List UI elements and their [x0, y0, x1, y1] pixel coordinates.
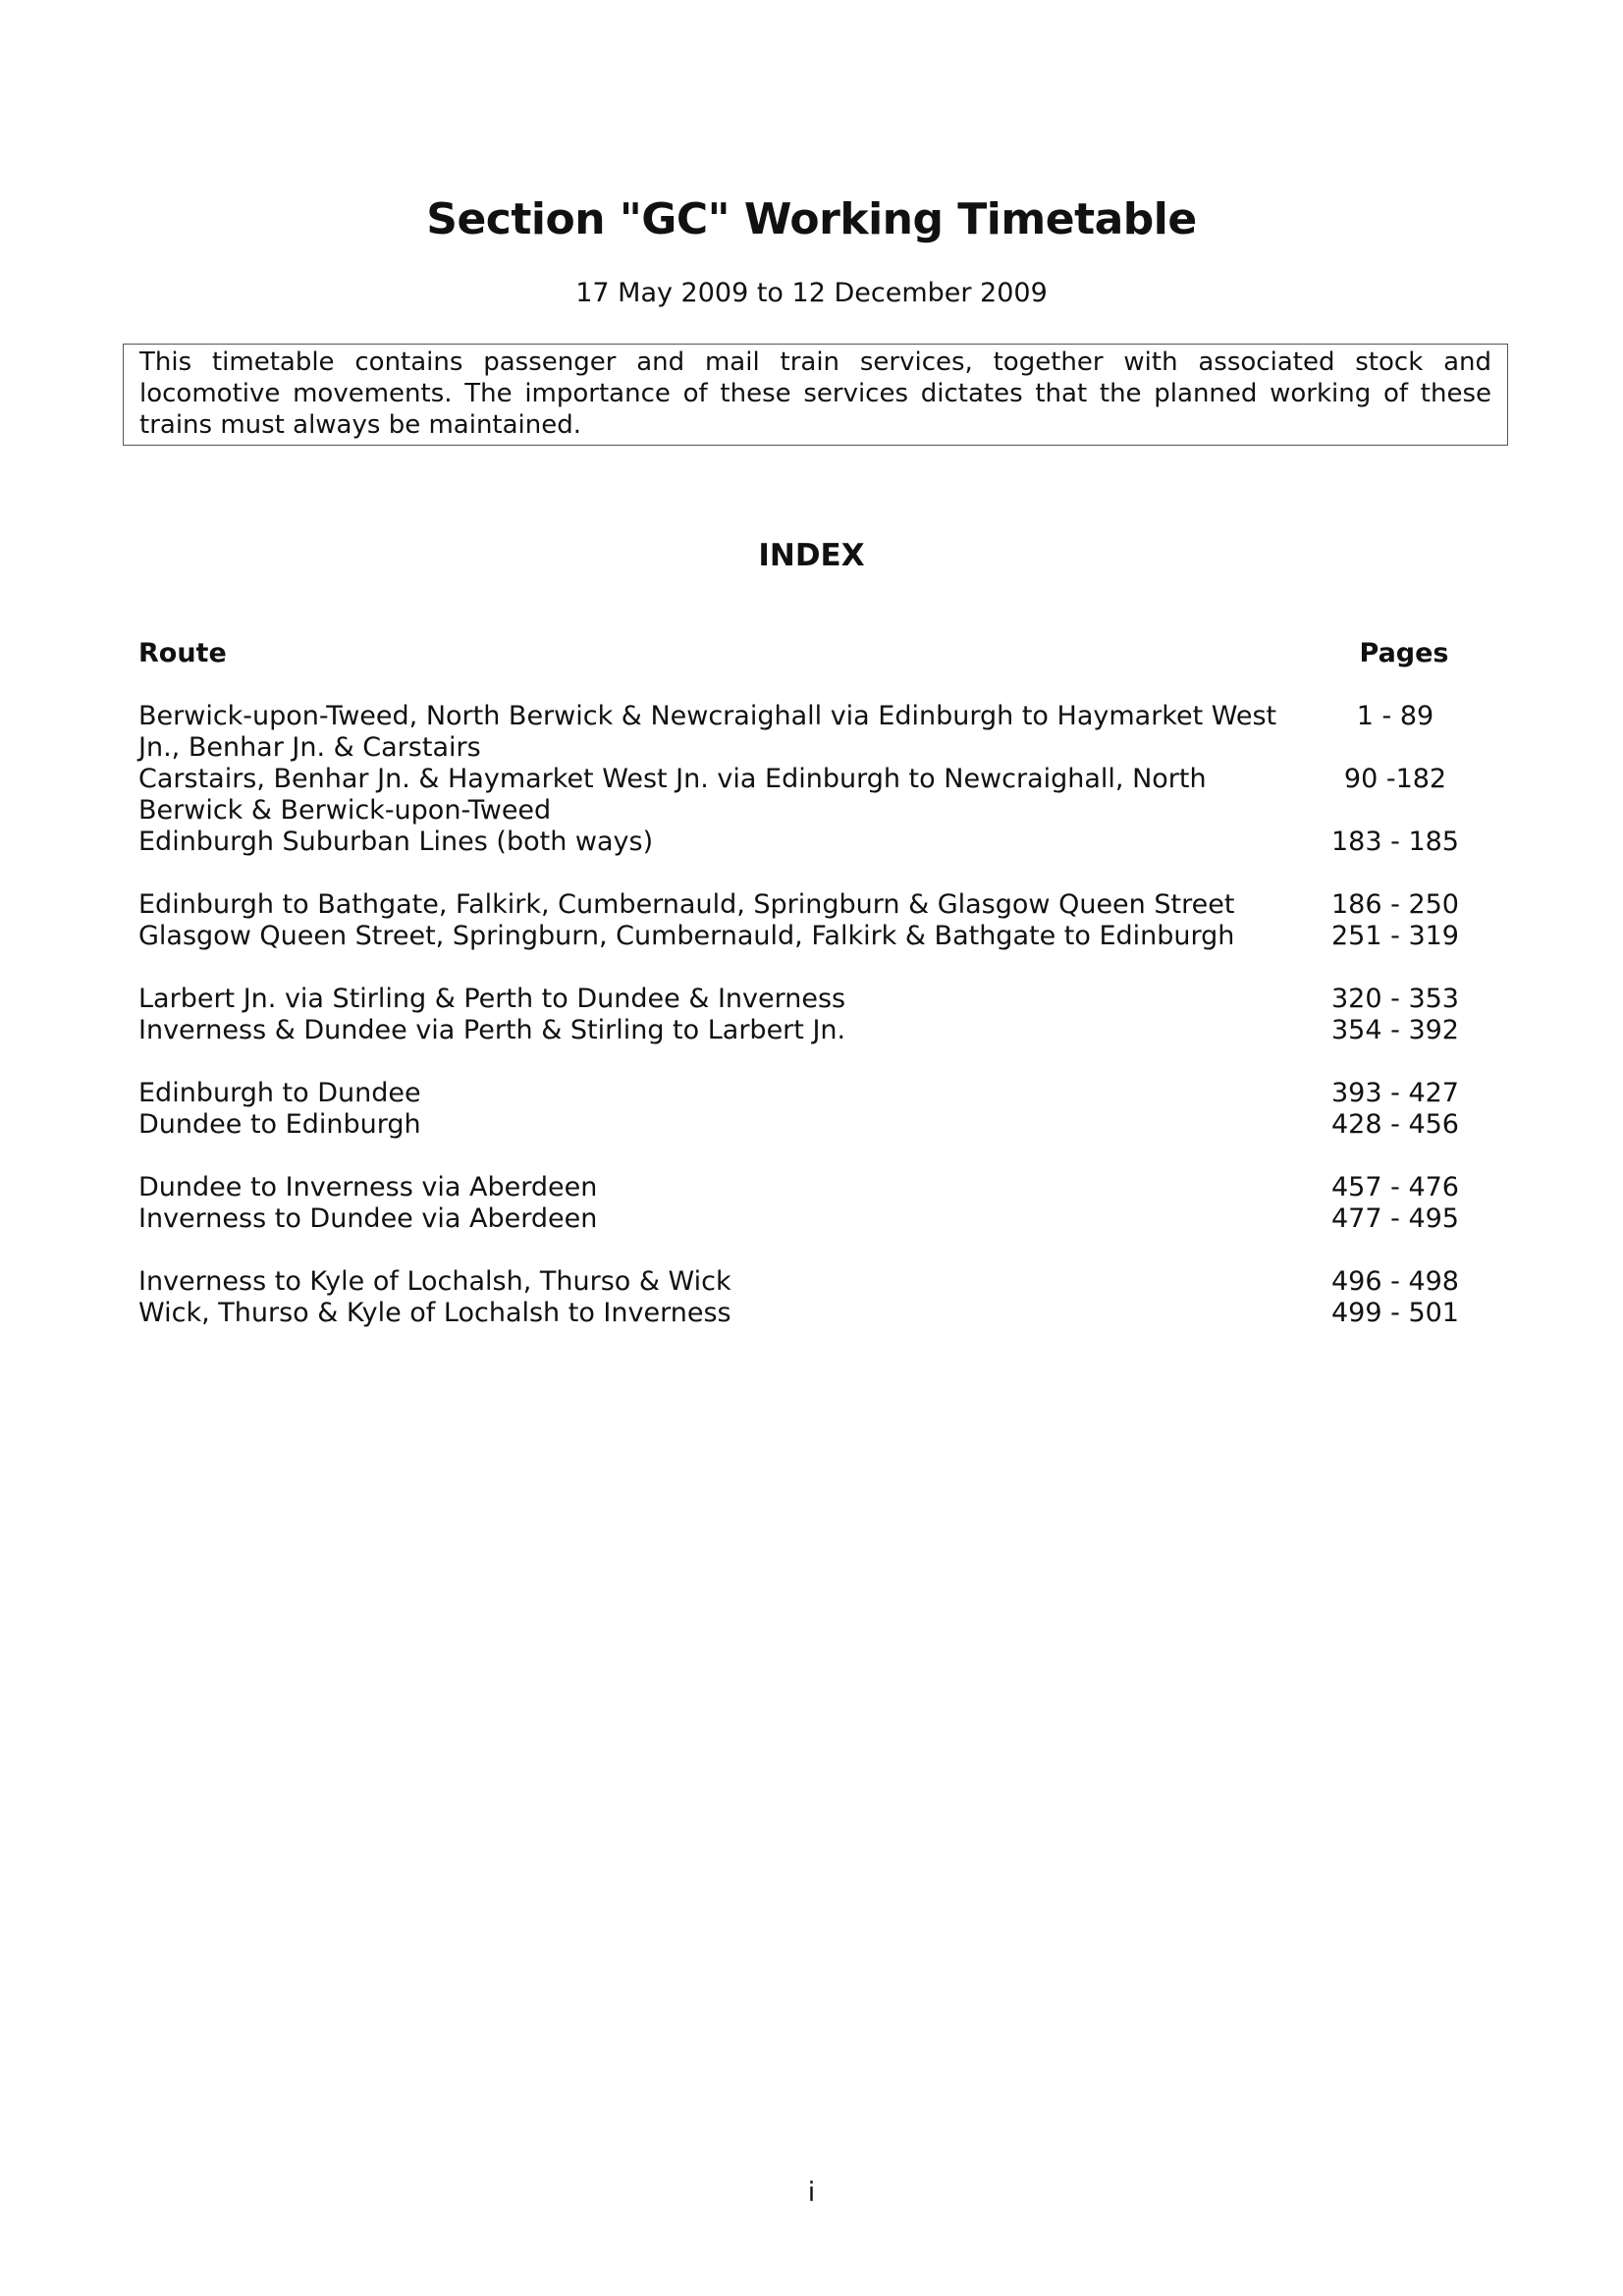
index-row [138, 1203, 1493, 1235]
page-range: 1 - 89 [1356, 701, 1434, 731]
page-range: 251 - 319 [1331, 921, 1459, 951]
index-row [138, 1015, 1493, 1046]
route-name: Dundee to Edinburgh [138, 1109, 421, 1140]
index-row [138, 1078, 1493, 1109]
index-row [138, 701, 1493, 764]
index-row [138, 1109, 1493, 1141]
route-name: Larbert Jn. via Stirling & Perth to Dundee & Inverness [138, 984, 846, 1014]
route-name: Inverness to Kyle of Lochalsh, Thurso & Wick [138, 1266, 731, 1297]
page-range: 496 - 498 [1331, 1266, 1459, 1297]
index-group [138, 889, 1493, 952]
page-range: 393 - 427 [1331, 1078, 1459, 1108]
route-name: Edinburgh Suburban Lines (both ways) [138, 827, 654, 857]
index-group [138, 1172, 1493, 1235]
page-range: 90 -182 [1343, 764, 1447, 794]
index-group [138, 1078, 1493, 1141]
index-row [138, 1172, 1493, 1203]
route-column-header: Route [138, 638, 227, 668]
page-range: 320 - 353 [1331, 984, 1459, 1014]
index-list [138, 701, 1493, 1361]
page-range: 499 - 501 [1331, 1298, 1459, 1328]
timetable-notice: This timetable contains passenger and mail train services, together with associated stock and locomotive movements. The importance of these services dictates that the planned working of these trains must always be maintained. [123, 344, 1508, 446]
page-range: 477 - 495 [1331, 1203, 1459, 1234]
page-range: 186 - 250 [1331, 889, 1459, 920]
index-row [138, 889, 1493, 921]
index-row [138, 1298, 1493, 1329]
index-row [138, 1266, 1493, 1298]
index-group [138, 984, 1493, 1046]
index-row [138, 921, 1493, 952]
date-range: 17 May 2009 to 12 December 2009 [575, 278, 1048, 308]
page-range: 354 - 392 [1331, 1015, 1459, 1045]
page-range: 428 - 456 [1331, 1109, 1459, 1140]
route-name: Berwick-upon-Tweed, North Berwick & Newcraighall via Edinburgh to Haymarket West Jn., Benhar Jn. & Carstairs [138, 701, 1277, 763]
index-heading: INDEX [758, 538, 865, 573]
route-name: Inverness to Dundee via Aberdeen [138, 1203, 598, 1234]
page-number: i [807, 2177, 816, 2208]
route-name: Glasgow Queen Street, Springburn, Cumbernauld, Falkirk & Bathgate to Edinburgh [138, 921, 1235, 951]
index-row [138, 764, 1493, 827]
page-title: Section "GC" Working Timetable [426, 194, 1197, 244]
page-range: 183 - 185 [1331, 827, 1459, 857]
index-row [138, 984, 1493, 1015]
route-name: Dundee to Inverness via Aberdeen [138, 1172, 598, 1202]
route-name: Edinburgh to Bathgate, Falkirk, Cumbernauld, Springburn & Glasgow Queen Street [138, 889, 1235, 920]
index-group [138, 1266, 1493, 1329]
pages-column-header: Pages [1359, 638, 1449, 668]
route-name: Wick, Thurso & Kyle of Lochalsh to Inverness [138, 1298, 731, 1328]
index-group [138, 701, 1493, 858]
route-name: Carstairs, Benhar Jn. & Haymarket West Jn. via Edinburgh to Newcraighall, North Berwick & Berwick-upon-Tweed [138, 764, 1207, 826]
route-name: Edinburgh to Dundee [138, 1078, 421, 1108]
route-name: Inverness & Dundee via Perth & Stirling to Larbert Jn. [138, 1015, 846, 1045]
page-range: 457 - 476 [1331, 1172, 1459, 1202]
index-row [138, 827, 1493, 858]
